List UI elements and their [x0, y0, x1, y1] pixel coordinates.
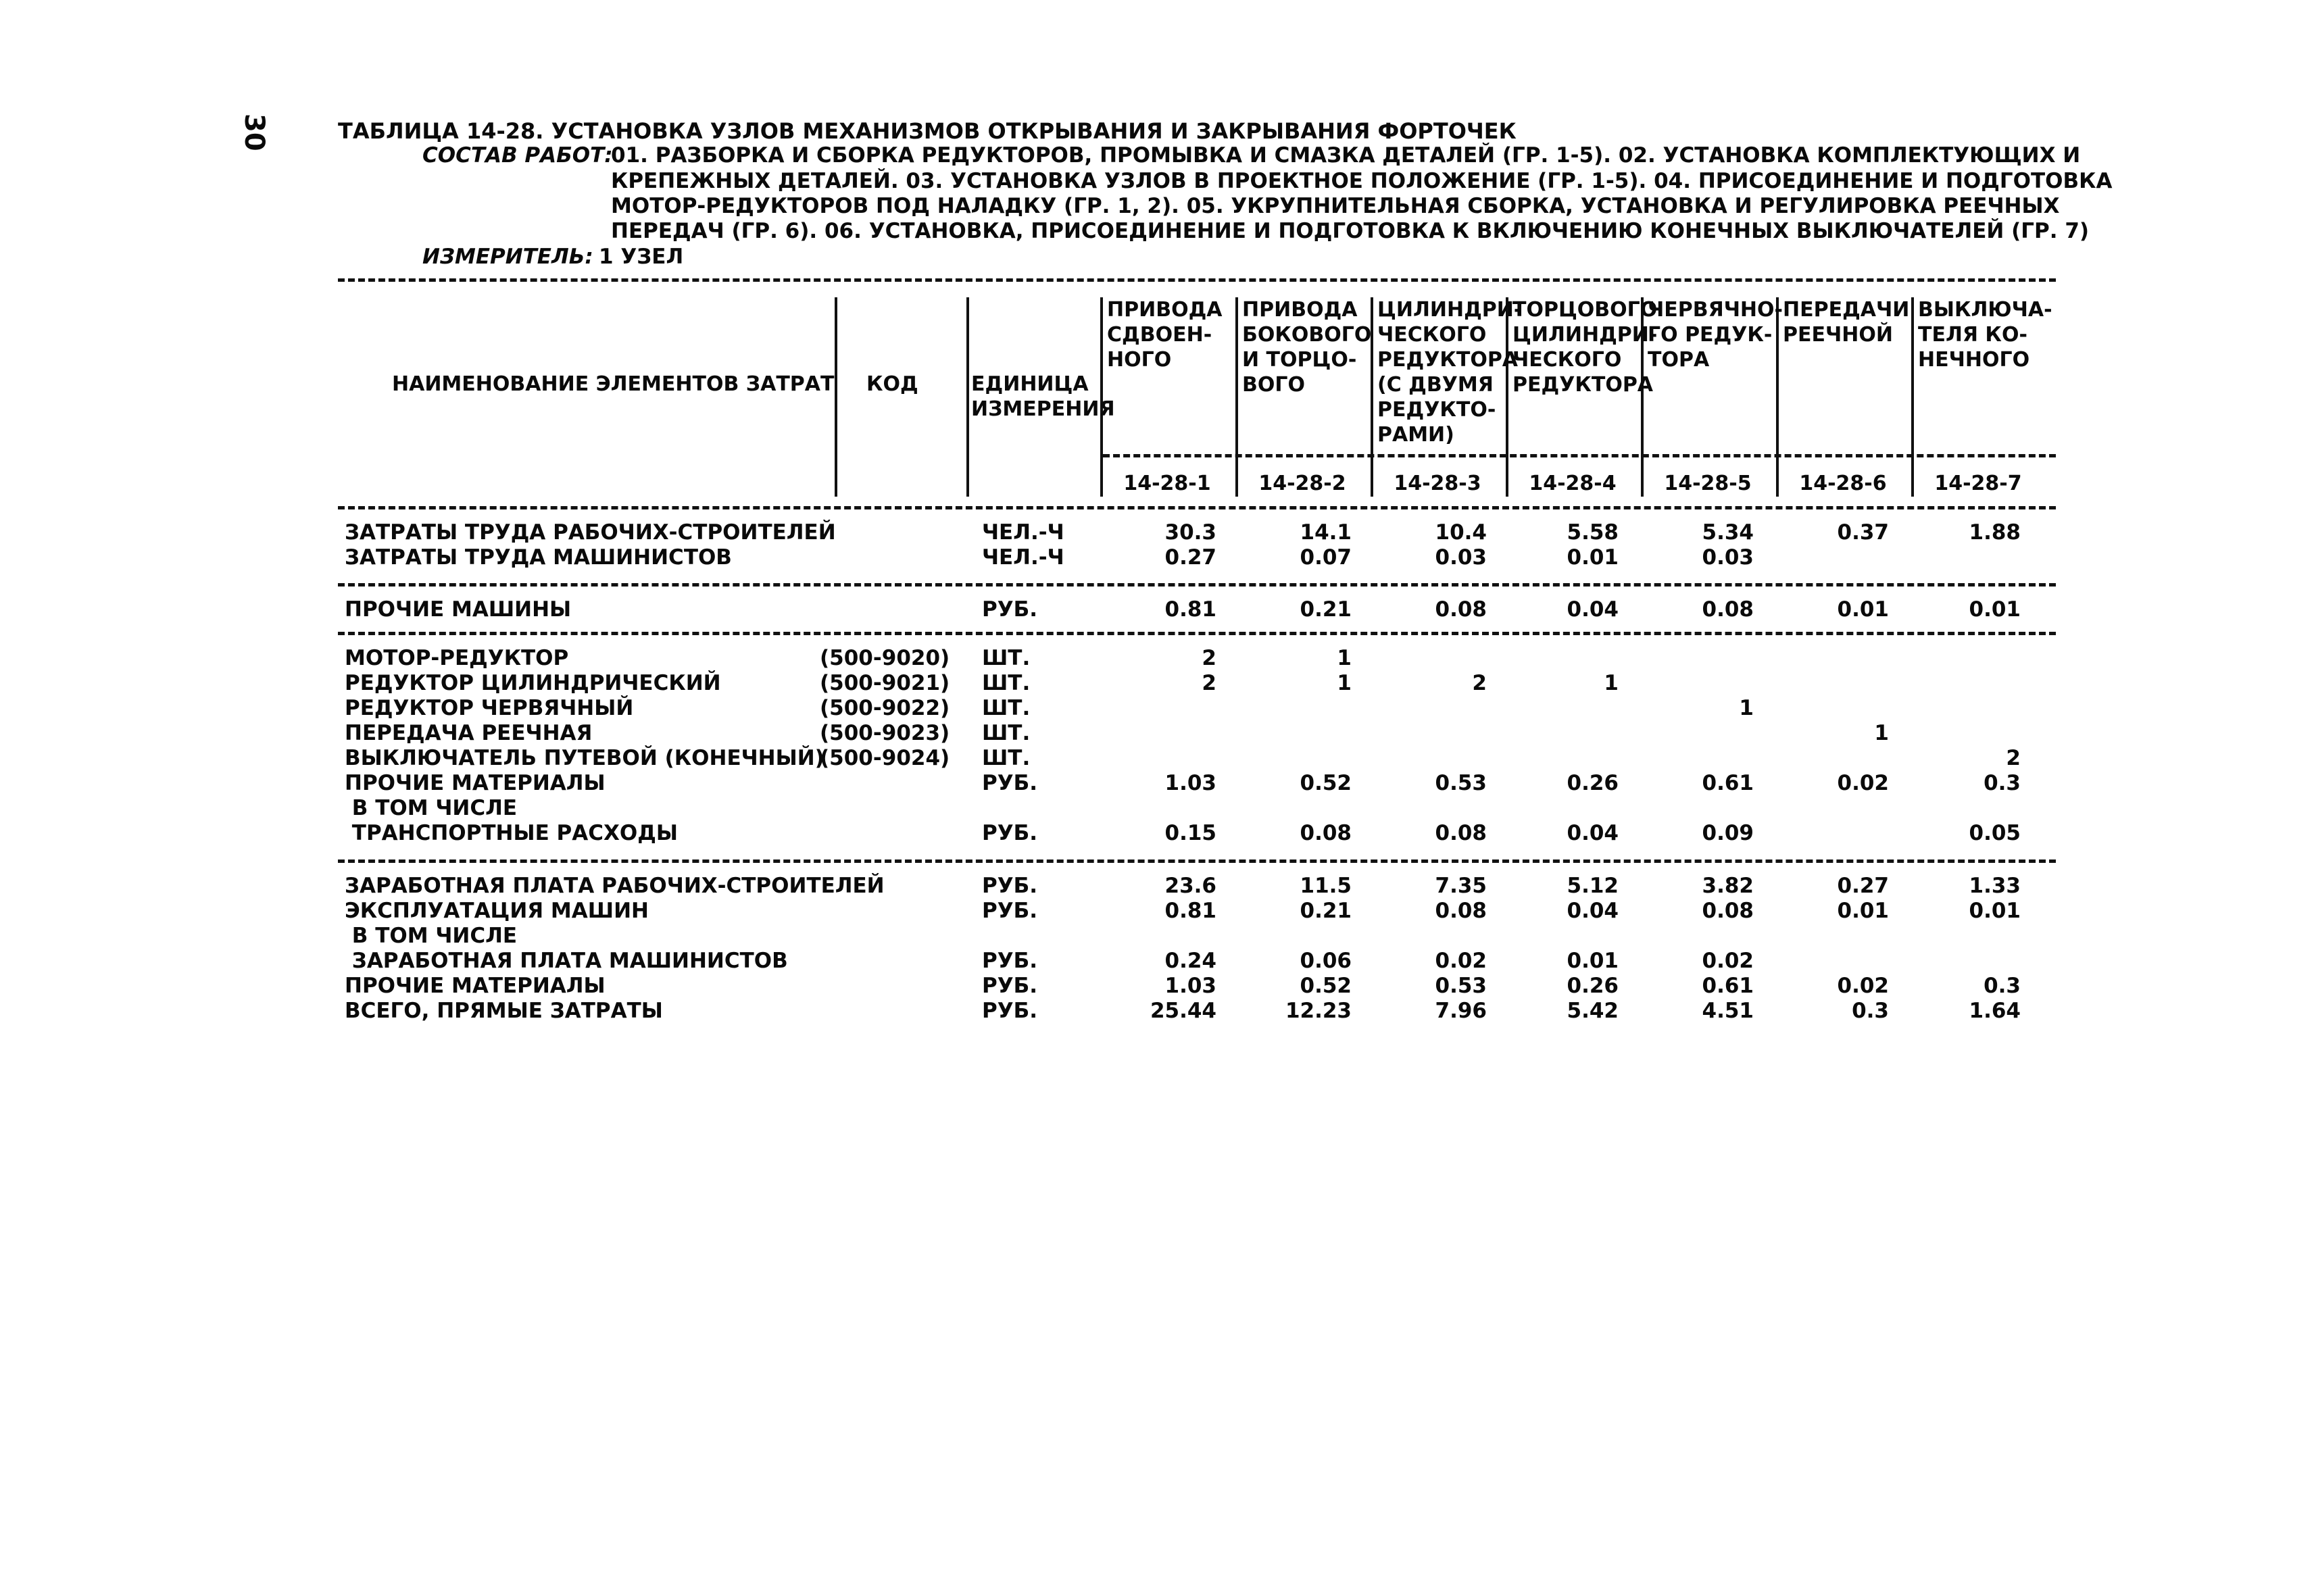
- table-row: [0, 597, 2314, 622]
- table-row: [0, 545, 2314, 570]
- row-value: 0.08: [1435, 821, 1487, 845]
- row-value: 1: [1874, 721, 1889, 745]
- row-value: 14.1: [1300, 520, 1352, 545]
- header-column-line: И ТОРЦО-: [1242, 348, 1357, 372]
- composition-line: КРЕПЕЖНЫХ ДЕТАЛЕЙ. 03. УСТАНОВКА УЗЛОВ В ПРОЕКТНОЕ ПОЛОЖЕНИЕ (ГР. 1-5). 04. ПРИСОЕДИНЕНИЕ И ПОДГОТОВКА: [611, 169, 2113, 193]
- row-value: 1.03: [1164, 771, 1216, 795]
- row-value: 1.88: [1969, 520, 2021, 545]
- row-value: 5.12: [1567, 874, 1619, 898]
- row-value: 12.23: [1285, 999, 1352, 1023]
- row-unit: РУБ.: [982, 874, 1038, 898]
- row-value: 1: [1604, 671, 1619, 695]
- row-value: 0.01: [1837, 597, 1889, 622]
- measure-value: 1 УЗЕЛ: [599, 245, 684, 269]
- header-column-line: (С ДВУМЯ: [1377, 373, 1494, 397]
- header-column-line: ПРИВОДА: [1242, 298, 1358, 322]
- row-value: 0.26: [1567, 974, 1619, 998]
- row-name: ЗАРАБОТНАЯ ПЛАТА РАБОЧИХ-СТРОИТЕЛЕЙ: [345, 874, 885, 898]
- row-value: 0.61: [1702, 771, 1754, 795]
- row-name: В ТОМ ЧИСЛЕ: [345, 924, 518, 948]
- header-column-line: ПРИВОДА: [1107, 298, 1223, 322]
- header-column-line: ТОРА: [1648, 348, 1710, 372]
- row-value: 2: [1202, 646, 1216, 670]
- header-column-line: ПЕРЕДАЧИ: [1783, 298, 1910, 322]
- section-rule: [338, 859, 2056, 863]
- row-value: 0.81: [1164, 597, 1216, 622]
- header-bottom-rule: [338, 506, 2056, 509]
- row-value: 0.53: [1435, 771, 1487, 795]
- header-column-line: РЕДУКТО-: [1377, 398, 1496, 422]
- row-name: ПРОЧИЕ МАТЕРИАЛЫ: [345, 974, 606, 998]
- table-row: [0, 645, 2314, 671]
- row-value: 0.01: [1567, 949, 1619, 973]
- table-row: [0, 520, 2314, 545]
- row-value: 0.06: [1300, 949, 1352, 973]
- row-value: 0.08: [1702, 899, 1754, 923]
- header-column-line: ГО РЕДУК-: [1648, 323, 1773, 347]
- table-row: [0, 820, 2314, 846]
- table-row: [0, 998, 2314, 1024]
- table-title: ТАБЛИЦА 14-28. УСТАНОВКА УЗЛОВ МЕХАНИЗМОВ ОТКРЫВАНИЯ И ЗАКРЫВАНИЯ ФОРТОЧЕК: [338, 118, 1517, 144]
- row-unit: РУБ.: [982, 771, 1038, 795]
- row-value: 0.04: [1567, 597, 1619, 622]
- row-value: 0.3: [1984, 974, 2021, 998]
- row-unit: РУБ.: [982, 597, 1038, 622]
- row-value: 23.6: [1164, 874, 1216, 898]
- row-value: 0.53: [1435, 974, 1487, 998]
- row-value: 0.04: [1567, 899, 1619, 923]
- header-column-code: 14-28-2: [1258, 472, 1346, 495]
- row-value: 0.3: [1852, 999, 1889, 1023]
- header-column-code: 14-28-3: [1394, 472, 1481, 495]
- row-value: 0.15: [1164, 821, 1216, 845]
- table-row: [0, 670, 2314, 696]
- row-unit: ШТ.: [982, 721, 1031, 745]
- header-column-line: ЦИЛИНДРИ-: [1512, 323, 1658, 347]
- row-value: 2: [2006, 746, 2021, 770]
- header-unit-line: ИЗМЕРЕНИЯ: [971, 397, 1115, 421]
- row-code: (500-9021): [820, 671, 950, 695]
- composition-line: МОТОР-РЕДУКТОРОВ ПОД НАЛАДКУ (ГР. 1, 2). 05. УКРУПНИТЕЛЬНАЯ СБОРКА, УСТАНОВКА И РЕГУЛИРОВКА РЕЕЧНЫХ: [611, 194, 2060, 218]
- header-column-code: 14-28-6: [1799, 472, 1887, 495]
- header-column-line: СДВОЕН-: [1107, 323, 1212, 347]
- header-column-code: 14-28-5: [1664, 472, 1752, 495]
- row-unit: РУБ.: [982, 899, 1038, 923]
- row-value: 7.96: [1435, 999, 1487, 1023]
- header-column-line: РЕДУКТОРА: [1377, 348, 1519, 372]
- row-value: 0.08: [1702, 597, 1754, 622]
- header-column-divider: [1911, 297, 1914, 497]
- table-row: [0, 898, 2314, 924]
- row-value: 0.01: [1837, 899, 1889, 923]
- row-name: РЕДУКТОР ЦИЛИНДРИЧЕСКИЙ: [345, 671, 721, 695]
- row-unit: ШТ.: [982, 746, 1031, 770]
- row-unit: ШТ.: [982, 646, 1031, 670]
- header-column-line: ВОГО: [1242, 373, 1305, 397]
- table-row: [0, 720, 2314, 746]
- table-row: [0, 745, 2314, 771]
- row-value: 0.07: [1300, 545, 1352, 570]
- row-unit: ШТ.: [982, 671, 1031, 695]
- page-number: 30: [239, 114, 270, 151]
- row-value: 0.24: [1164, 949, 1216, 973]
- row-code: (500-9022): [820, 696, 950, 720]
- row-unit: ЧЕЛ.-Ч: [982, 520, 1064, 545]
- row-name: ЗАТРАТЫ ТРУДА РАБОЧИХ-СТРОИТЕЛЕЙ: [345, 520, 836, 545]
- row-code: (500-9024): [820, 746, 950, 770]
- composition-line: ПЕРЕДАЧ (ГР. 6). 06. УСТАНОВКА, ПРИСОЕДИНЕНИЕ И ПОДГОТОВКА К ВКЛЮЧЕНИЮ КОНЕЧНЫХ ВЫКЛЮЧАТЕЛЕЙ (ГР. 7): [611, 219, 2090, 243]
- row-name: РЕДУКТОР ЧЕРВЯЧНЫЙ: [345, 696, 634, 720]
- row-value: 1.64: [1969, 999, 2021, 1023]
- row-value: 0.01: [1969, 899, 2021, 923]
- header-column-line: ЧЕСКОГО: [1377, 323, 1487, 347]
- row-value: 4.51: [1702, 999, 1754, 1023]
- row-code: (500-9020): [820, 646, 950, 670]
- composition-line: 01. РАЗБОРКА И СБОРКА РЕДУКТОРОВ, ПРОМЫВКА И СМАЗКА ДЕТАЛЕЙ (ГР. 1-5). 02. УСТАНОВКА КОМПЛЕКТУЮЩИХ И: [611, 143, 2081, 168]
- table-row: [0, 770, 2314, 796]
- row-value: 0.01: [1567, 545, 1619, 570]
- header-code: КОД: [866, 372, 918, 396]
- row-name: ПРОЧИЕ МАТЕРИАЛЫ: [345, 771, 606, 795]
- header-column-line: ЧЕРВЯЧНО-: [1648, 298, 1783, 322]
- row-name: ПРОЧИЕ МАШИНЫ: [345, 597, 572, 622]
- section-rule: [338, 583, 2056, 587]
- row-code: (500-9023): [820, 721, 950, 745]
- row-name: ТРАНСПОРТНЫЕ РАСХОДЫ: [345, 821, 678, 845]
- row-value: 0.08: [1300, 821, 1352, 845]
- row-unit: РУБ.: [982, 999, 1038, 1023]
- row-value: 0.08: [1435, 597, 1487, 622]
- table-row: [0, 695, 2314, 721]
- header-column-line: РЕЕЧНОЙ: [1783, 323, 1893, 347]
- row-value: 0.52: [1300, 771, 1352, 795]
- row-unit: ЧЕЛ.-Ч: [982, 545, 1064, 570]
- row-value: 0.21: [1300, 899, 1352, 923]
- row-value: 3.82: [1702, 874, 1754, 898]
- header-column-line: ВЫКЛЮЧА-: [1918, 298, 2052, 322]
- header-unit-line: ЕДИНИЦА: [971, 372, 1089, 396]
- row-value: 5.58: [1567, 520, 1619, 545]
- row-value: 0.05: [1969, 821, 2021, 845]
- table-row: [0, 795, 2314, 821]
- header-column-divider: [1776, 297, 1779, 497]
- header-column-line: НЕЧНОГО: [1918, 348, 2030, 372]
- row-name: ВЫКЛЮЧАТЕЛЬ ПУТЕВОЙ (КОНЕЧНЫЙ): [345, 746, 824, 770]
- row-value: 0.3: [1984, 771, 2021, 795]
- row-name: ЗАРАБОТНАЯ ПЛАТА МАШИНИСТОВ: [345, 949, 788, 973]
- row-value: 2: [1202, 671, 1216, 695]
- row-value: 0.21: [1300, 597, 1352, 622]
- row-value: 5.42: [1567, 999, 1619, 1023]
- composition-label: СОСТАВ РАБОТ:: [422, 143, 613, 168]
- row-name: ЭКСПЛУАТАЦИЯ МАШИН: [345, 899, 649, 923]
- header-column-line: РЕДУКТОРА: [1512, 373, 1654, 397]
- row-value: 0.61: [1702, 974, 1754, 998]
- row-unit: РУБ.: [982, 821, 1038, 845]
- row-value: 0.02: [1702, 949, 1754, 973]
- row-value: 25.44: [1150, 999, 1216, 1023]
- row-name: В ТОМ ЧИСЛЕ: [345, 796, 518, 820]
- row-value: 0.03: [1435, 545, 1487, 570]
- header-column-divider: [835, 297, 837, 497]
- row-value: 0.01: [1969, 597, 2021, 622]
- row-value: 0.37: [1837, 520, 1889, 545]
- table-row: [0, 923, 2314, 949]
- row-value: 0.81: [1164, 899, 1216, 923]
- header-column-code: 14-28-4: [1529, 472, 1617, 495]
- header-column-code: 14-28-1: [1123, 472, 1211, 495]
- row-value: 0.08: [1435, 899, 1487, 923]
- header-column-divider: [966, 297, 969, 497]
- row-value: 1.33: [1969, 874, 2021, 898]
- row-value: 0.02: [1837, 771, 1889, 795]
- table-row: [0, 973, 2314, 999]
- row-value: 10.4: [1435, 520, 1487, 545]
- measure-label: ИЗМЕРИТЕЛЬ:: [422, 245, 593, 269]
- table-row: [0, 873, 2314, 899]
- row-value: 0.03: [1702, 545, 1754, 570]
- row-value: 7.35: [1435, 874, 1487, 898]
- row-value: 1: [1337, 646, 1352, 670]
- row-name: ПЕРЕДАЧА РЕЕЧНАЯ: [345, 721, 593, 745]
- header-column-divider: [1235, 297, 1238, 497]
- row-value: 2: [1472, 671, 1487, 695]
- row-unit: ШТ.: [982, 696, 1031, 720]
- row-value: 0.26: [1567, 771, 1619, 795]
- row-value: 0.02: [1837, 974, 1889, 998]
- header-column-line: БОКОВОГО: [1242, 323, 1372, 347]
- row-value: 0.02: [1435, 949, 1487, 973]
- row-name: МОТОР-РЕДУКТОР: [345, 646, 569, 670]
- section-rule: [338, 632, 2056, 635]
- header-column-line: РАМИ): [1377, 423, 1454, 447]
- header-column-line: ЧЕСКОГО: [1512, 348, 1622, 372]
- header-inner-rule: [1103, 454, 2056, 457]
- row-value: 0.09: [1702, 821, 1754, 845]
- header-column-line: ЦИЛИНДРИ-: [1377, 298, 1523, 322]
- row-unit: РУБ.: [982, 949, 1038, 973]
- header-column-line: НОГО: [1107, 348, 1172, 372]
- row-value: 0.27: [1837, 874, 1889, 898]
- header-column-code: 14-28-7: [1934, 472, 2022, 495]
- row-value: 5.34: [1702, 520, 1754, 545]
- row-unit: РУБ.: [982, 974, 1038, 998]
- row-value: 1: [1739, 696, 1754, 720]
- row-value: 11.5: [1300, 874, 1352, 898]
- row-value: 0.52: [1300, 974, 1352, 998]
- row-value: 1: [1337, 671, 1352, 695]
- row-value: 0.27: [1164, 545, 1216, 570]
- header-column-divider: [1506, 297, 1508, 497]
- row-name: ЗАТРАТЫ ТРУДА МАШИНИСТОВ: [345, 545, 732, 570]
- row-value: 0.04: [1567, 821, 1619, 845]
- row-name: ВСЕГО, ПРЯМЫЕ ЗАТРАТЫ: [345, 999, 663, 1023]
- header-column-line: ТЕЛЯ КО-: [1918, 323, 2027, 347]
- table-top-rule: [338, 278, 2056, 282]
- header-name: НАИМЕНОВАНИЕ ЭЛЕМЕНТОВ ЗАТРАТ: [392, 372, 835, 396]
- row-value: 1.03: [1164, 974, 1216, 998]
- table-row: [0, 948, 2314, 974]
- header-column-line: ТОРЦОВОГО: [1512, 298, 1658, 322]
- row-value: 30.3: [1164, 520, 1216, 545]
